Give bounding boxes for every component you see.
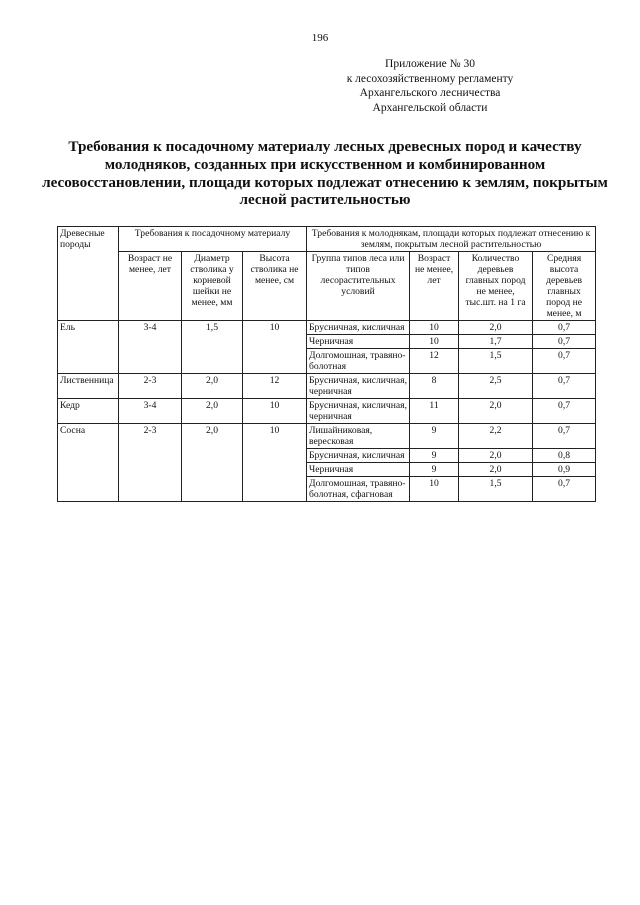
cell-avg-height: 0,8 — [533, 449, 596, 463]
appendix-line: Архангельской области — [372, 101, 488, 114]
header-avg-height: Средняя высота деревьев главных пород не менее, м — [533, 252, 596, 321]
cell-avg-height: 0,7 — [533, 321, 596, 335]
table-row — [58, 399, 596, 424]
appendix-line: к лесохозяйственному регламенту — [346, 72, 514, 85]
table-row — [58, 374, 596, 399]
cell-species: Кедр — [58, 399, 119, 424]
cell-forest-type: Долгомошная, травяно-болотная — [307, 349, 410, 374]
cell-tree-count: 2,0 — [459, 463, 533, 477]
cell-diameter: 1,5 — [182, 321, 243, 374]
cell-height: 10 — [243, 399, 307, 424]
header-forest-type: Группа типов леса или типов лесорастительных условий — [307, 252, 410, 321]
cell-forest-type: Лишайниковая, вересковая — [307, 424, 410, 449]
cell-diameter: 2,0 — [182, 399, 243, 424]
cell-avg-height: 0,7 — [533, 335, 596, 349]
cell-age: 2-3 — [119, 374, 182, 399]
cell-age: 2-3 — [119, 424, 182, 502]
cell-avg-height: 0,7 — [533, 424, 596, 449]
cell-species: Сосна — [58, 424, 119, 502]
cell-forest-type: Брусничная, кисличная — [307, 449, 410, 463]
cell-tree-count: 2,0 — [459, 321, 533, 335]
cell-young-age: 9 — [410, 463, 459, 477]
header-young-stands: Требования к молоднякам, площади которых подлежат отнесению к землям, покрытым лесной растительностью — [307, 227, 596, 252]
cell-age: 3-4 — [119, 321, 182, 374]
document-title: Требования к посадочному материалу лесных древесных пород и качеству молодняков, созданных при искусственном и комбинированном лесовосстановлении, площади которых подлежат отнесению к землям, покрытым лесной растительностью — [42, 138, 608, 209]
cell-avg-height: 0,7 — [533, 374, 596, 399]
appendix-line: Приложение № 30 — [385, 58, 475, 70]
cell-young-age: 10 — [410, 321, 459, 335]
cell-tree-count: 1,5 — [459, 349, 533, 374]
cell-species: Ель — [58, 321, 119, 374]
cell-height: 10 — [243, 321, 307, 374]
cell-avg-height: 0,9 — [533, 463, 596, 477]
cell-tree-count: 1,7 — [459, 335, 533, 349]
appendix-block — [250, 57, 610, 115]
cell-forest-type: Долгомошная, травяно-болотная, сфагновая — [307, 477, 410, 502]
cell-avg-height: 0,7 — [533, 477, 596, 502]
cell-forest-type: Брусничная, кисличная — [307, 321, 410, 335]
cell-young-age: 9 — [410, 424, 459, 449]
cell-tree-count: 2,2 — [459, 424, 533, 449]
cell-species: Лиственница — [58, 374, 119, 399]
cell-height: 10 — [243, 424, 307, 502]
header-height: Высота стволика не менее, см — [243, 252, 307, 321]
table-row — [58, 321, 596, 335]
requirements-table — [57, 226, 596, 502]
cell-avg-height: 0,7 — [533, 399, 596, 424]
cell-diameter: 2,0 — [182, 374, 243, 399]
cell-forest-type: Брусничная, кисличная, черничная — [307, 399, 410, 424]
header-species: Древесные породы — [58, 227, 119, 321]
page-number: 196 — [311, 32, 329, 44]
header-planting-material: Требования к посадочному материалу — [119, 227, 307, 252]
cell-avg-height: 0,7 — [533, 349, 596, 374]
cell-forest-type: Брусничная, кисличная, черничная — [307, 374, 410, 399]
cell-age: 3-4 — [119, 399, 182, 424]
cell-forest-type: Черничная — [307, 335, 410, 349]
cell-tree-count: 2,5 — [459, 374, 533, 399]
cell-young-age: 12 — [410, 349, 459, 374]
header-age-min: Возраст не менее, лет — [119, 252, 182, 321]
cell-young-age: 9 — [410, 449, 459, 463]
header-young-age: Возраст не менее, лет — [410, 252, 459, 321]
cell-forest-type: Черничная — [307, 463, 410, 477]
appendix-line: Архангельского лесничества — [359, 87, 501, 100]
header-diameter: Диаметр стволика у корневой шейки не менее, мм — [182, 252, 243, 321]
cell-young-age: 8 — [410, 374, 459, 399]
table-row — [58, 424, 596, 449]
cell-tree-count: 2,0 — [459, 399, 533, 424]
cell-young-age: 11 — [410, 399, 459, 424]
cell-height: 12 — [243, 374, 307, 399]
cell-young-age: 10 — [410, 335, 459, 349]
cell-young-age: 10 — [410, 477, 459, 502]
cell-tree-count: 1,5 — [459, 477, 533, 502]
header-tree-count: Количество деревьев главных пород не менее, тыс.шт. на 1 га — [459, 252, 533, 321]
cell-diameter: 2,0 — [182, 424, 243, 502]
cell-tree-count: 2,0 — [459, 449, 533, 463]
